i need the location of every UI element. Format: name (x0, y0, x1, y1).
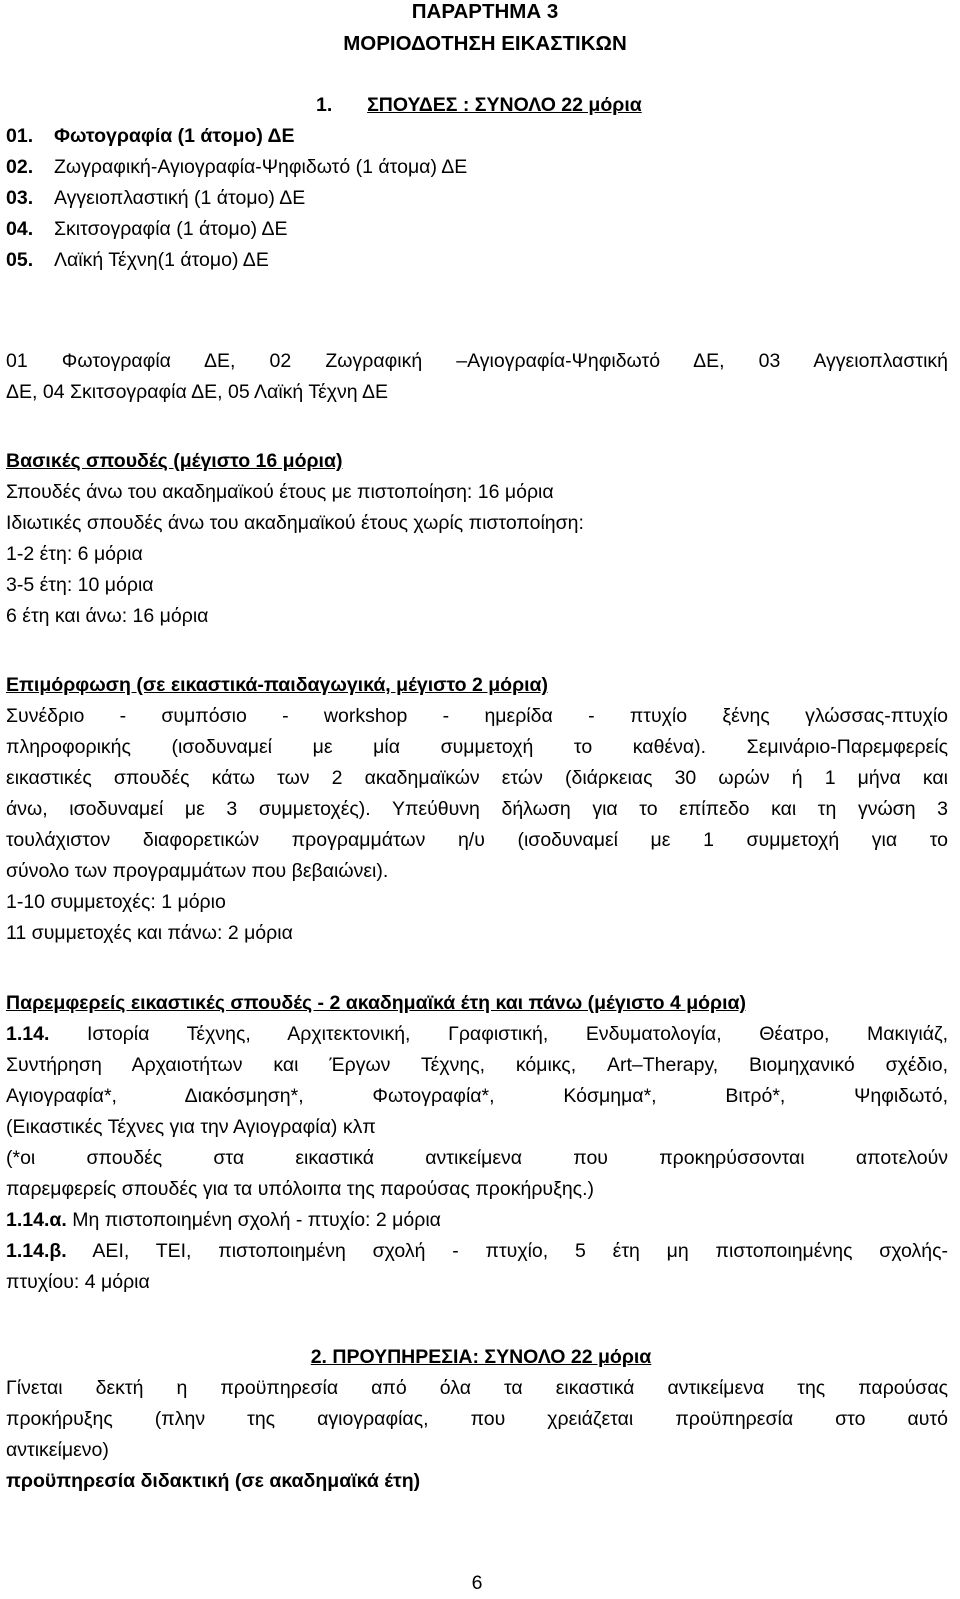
related-studies-block (6, 988, 948, 1298)
paragraph-line: τουλάχιστον διαφορετικών προγραμμάτων η/υ (ισοδυναμεί με 1 συμμετοχή για το (6, 829, 948, 851)
list-item: 02. Ζωγραφική-Αγιογραφία-Ψηφιδωτό (1 άτομα) ΔΕ (6, 156, 468, 178)
section2-block (6, 1373, 948, 1497)
text-line: πτυχίου: 4 μόρια (6, 1271, 150, 1293)
paragraph-line: Αγιογραφία*, Διακόσμηση*, Φωτογραφία*, Κόσμημα*, Βιτρό*, Ψηφιδωτό, (6, 1085, 948, 1107)
list-item: 01. Φωτογραφία (1 άτομο) ΔΕ (6, 125, 295, 147)
text-line: 1-10 συμμετοχές: 1 μόριο (6, 891, 226, 913)
annex-subtitle: ΜΟΡΙΟΔΟΤΗΣΗ ΕΙΚΑΣΤΙΚΩΝ (343, 32, 627, 55)
paragraph-line: Συνέδριο - συμπόσιο - workshop - ημερίδα - πτυχίο ξένης γλώσσας-πτυχίο (6, 705, 948, 727)
text-line: Σπουδές άνω του ακαδημαϊκού έτους με πιστοποίηση: 16 μόρια (6, 481, 554, 503)
paragraph-line: (Εικαστικές Τέχνες για την Αγιογραφία) κλπ (6, 1116, 376, 1138)
list-item: 03. Αγγειοπλαστική (1 άτομο) ΔΕ (6, 187, 306, 209)
text-line: Ιδιωτικές σπουδές άνω του ακαδημαϊκού έτους χωρίς πιστοποίηση: (6, 512, 584, 534)
specialty-summary (6, 346, 948, 408)
text-line: 11 συμμετοχές και πάνω: 2 μόρια (6, 922, 293, 944)
note-line: (*οι σπουδές στα εικαστικά αντικείμενα που προκηρύσσονται αποτελούν (6, 1147, 948, 1169)
basic-studies-heading: Βασικές σπουδές (μέγιστο 16 μόρια) (6, 450, 343, 472)
page-number: 6 (471, 1572, 483, 1594)
text-line: 3-5 έτη: 10 μόρια (6, 574, 154, 596)
list-item: 05. Λαϊκή Τέχνη(1 άτομο) ΔΕ (6, 249, 269, 271)
paragraph-line: εικαστικές σπουδές κάτω των 2 ακαδημαϊκών ετών (διάρκειας 30 ωρών ή 1 μήνα και (6, 767, 948, 789)
section2-heading: 2. ΠΡΟΥΠΗΡΕΣΙΑ: ΣΥΝΟΛΟ 22 μόρια (310, 1346, 652, 1368)
paragraph-line: Γίνεται δεκτή η προϋπηρεσία από όλα τα εικαστικά αντικείμενα της παρούσας (6, 1377, 948, 1399)
paragraph-line: αντικείμενο) (6, 1439, 109, 1461)
training-block (6, 670, 948, 949)
summary-line: ΔΕ, 04 Σκιτσογραφία ΔΕ, 05 Λαϊκή Τέχνη ΔΕ (6, 381, 388, 403)
note-line: παρεμφερείς σπουδές για τα υπόλοιπα της παρούσας προκήρυξης.) (6, 1178, 594, 1200)
section1-heading (6, 90, 960, 121)
section1-number: 1. (316, 94, 333, 116)
text-line: 6 έτη και άνω: 16 μόρια (6, 605, 209, 627)
paragraph-line: πληροφορικής (ισοδυναμεί με μία συμμετοχή το καθένα). Σεμινάριο-Παρεμφερείς (6, 736, 948, 758)
related-studies-heading: Παρεμφερείς εικαστικές σπουδές - 2 ακαδημαϊκά έτη και πάνω (μέγιστο 4 μόρια) (6, 992, 747, 1014)
text-line: 1-2 έτη: 6 μόρια (6, 543, 143, 565)
paragraph-line: άνω, ισοδυναμεί με 3 συμμετοχές). Υπεύθυνη δήλωση για το επίπεδο και τη γνώση 3 (6, 798, 948, 820)
specialty-list (6, 121, 948, 276)
training-heading: Επιμόρφωση (σε εικαστικά-παιδαγωγικά, μέγιστο 2 μόρια) (6, 674, 549, 696)
section1-title: ΣΠΟΥΔΕΣ : ΣΥΝΟΛΟ 22 μόρια (367, 94, 642, 116)
section2-subheading: προϋπηρεσία διδακτική (σε ακαδημαϊκά έτη) (6, 1470, 421, 1492)
annex-title: ΠΑΡΑΡΤΗΜΑ 3 (411, 0, 559, 23)
summary-line: 01 Φωτογραφία ΔΕ, 02 Ζωγραφική –Αγιογραφία-Ψηφιδωτό ΔΕ, 03 Αγγειοπλαστική (6, 350, 948, 372)
list-item: 04. Σκιτσογραφία (1 άτομο) ΔΕ (6, 218, 288, 240)
paragraph-line: σύνολο των προγραμμάτων που βεβαιώνει). (6, 860, 389, 882)
paragraph-line: προκήρυξης (πλην της αγιογραφίας, που χρειάζεται προϋπηρεσία στο αυτό (6, 1408, 948, 1430)
basic-studies-block (6, 446, 948, 632)
paragraph-line: Συντήρηση Αρχαιοτήτων και Έργων Τέχνης, κόμικς, Art–Therapy, Βιομηχανικό σχέδιο, (6, 1054, 948, 1076)
paragraph-line: 1.14. Ιστορία Τέχνης, Αρχιτεκτονική, Γραφιστική, Ενδυματολογία, Θέατρο, Μακιγιάζ, (6, 1023, 948, 1045)
text-line: 1.14.α. Μη πιστοποιημένη σχολή - πτυχίο: 2 μόρια (6, 1209, 441, 1231)
text-line: 1.14.β. ΑΕΙ, ΤΕΙ, πιστοποιημένη σχολή - πτυχίο, 5 έτη μη πιστοποιημένης σχολής- (6, 1240, 948, 1262)
